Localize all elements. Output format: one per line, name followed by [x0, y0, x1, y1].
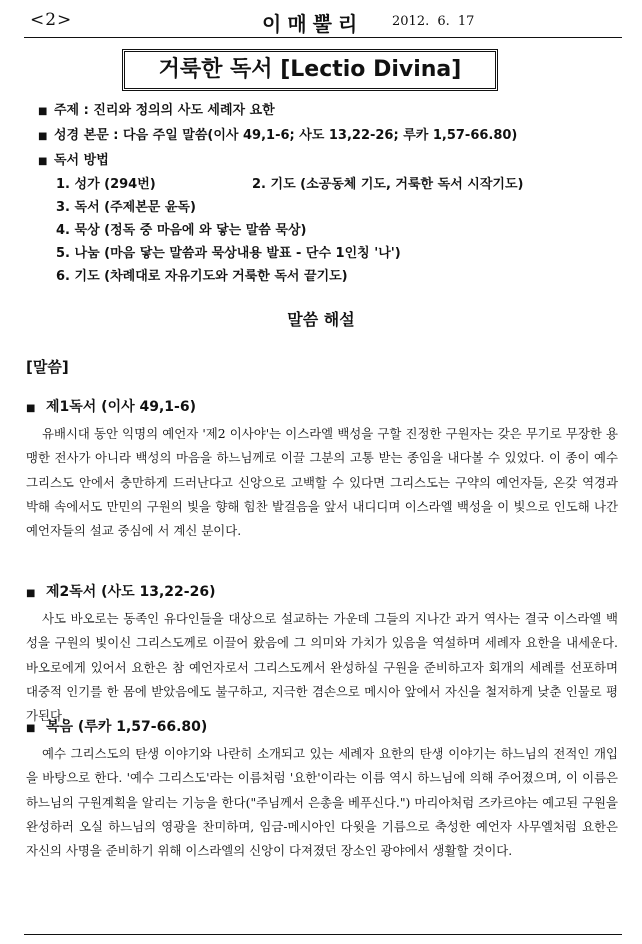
- publication-name: 이매뿔리: [262, 12, 364, 36]
- step-item: 1. 성가 (294번): [56, 177, 156, 192]
- step-item: 4. 묵상 (정독 중 마음에 와 닿는 말씀 묵상): [56, 223, 307, 238]
- publication-date: 2012. 6. 17: [392, 14, 475, 29]
- method-row: [38, 148, 628, 173]
- reading-heading-text: 제2독서 (사도 13,22-26): [46, 584, 216, 600]
- scripture-row: [38, 123, 628, 148]
- section-title: 말씀 해설: [287, 310, 355, 329]
- step-item: 2. 기도 (소공동체 기도, 거룩한 독서 시작기도): [252, 177, 524, 192]
- footer-divider: [24, 934, 622, 935]
- step-item: 6. 기도 (차례대로 자유기도와 거룩한 독서 끝기도): [56, 269, 348, 284]
- reading-first: [26, 396, 618, 543]
- reading-text: 사도 바오로는 동족인 유다인들을 대상으로 설교하는 가운데 그들의 지나간 과거 역사는 결국 이스라엘 백성을 구원의 빛이신 그리스도께로 이끌어 왔음에 그 의미와 가치가 있음을 역설하며 세례자 요한을 내세운다. 바오로에게 있어서 요한은 참 예언자로서 그리스도께서 완성하실 구원을 준비하고자 회개의 세례를 선포하며 대중적 인기를 한 몸에 받았음에도 불구하고, 지극한 겸손으로 메시아 앞에서 자신을 철저하게 낮춘 인물로 평가된다.: [26, 611, 618, 724]
- scripture-text: 성경 본문 : 다음 주일 말씀(이사 49,1-6; 사도 13,22-26; 루카 1,57-66.80): [54, 128, 518, 143]
- square-bullet-icon: ■: [26, 403, 36, 414]
- square-bullet-icon: ■: [26, 588, 36, 599]
- reading-text: 예수 그리스도의 탄생 이야기와 나란히 소개되고 있는 세례자 요한의 탄생 이야기는 하느님의 전적인 개입을 바탕으로 한다. '예수 그리스도'라는 이름처럼 '요한'이라는 이름 역시 하느님에 의해 주어졌으며, 이 이름은 하느님의 구원계획을 알리는 기능을 한다("주님께서 은총을 베푸신다.") 마리아처럼 즈카르야는 예고된 구원을 완성하러 오실 하느님의 영광을 찬미하며, 임금-메시아인 다윗을 기름으로 축성한 예언자 사무엘처럼 요한은 자신의 사명을 준비하기 위해 이스라엘의 신앙이 다져졌던 장소인 광야에서 생활할 것이다.: [26, 746, 618, 859]
- page-number: <2>: [30, 10, 73, 30]
- step-item: 5. 나눔 (마음 닿는 말씀과 묵상내용 발표 - 단수 1인칭 '나'): [56, 246, 401, 261]
- reading-text: 유배시대 동안 익명의 예언자 '제2 이사야'는 이스라엘 백성을 구할 진정한 구원자는 갖은 무기로 무장한 용맹한 전사가 아니라 백성의 마음을 하느님께로 이끌 그분의 고통 받는 종임을 내다볼 수 있었다. 이 종이 예수 그리스도 안에서 충만하게 드러난다고 신앙으로 고백할 수 있다면 그리스도는 구약의 예언자들, 온갖 역경과 박해 속에서도 만민의 구원의 빛을 향해 힘찬 발걸음을 앞서 내디디며 이스라엘 백성을 이 빛으로 인도해 나간 예언자들의 설교 중심에 서 계신 분이다.: [26, 426, 618, 539]
- theme-row: [38, 98, 628, 123]
- header-divider: [24, 37, 622, 38]
- steps-row-1: [56, 173, 628, 196]
- square-bullet-icon: ■: [26, 723, 36, 734]
- page-header: [24, 10, 622, 36]
- theme-text: 주제 : 진리와 정의의 사도 세례자 요한: [54, 103, 275, 118]
- method-label: 독서 방법: [54, 153, 109, 168]
- info-block: [38, 98, 628, 288]
- reading-gospel: [26, 716, 618, 863]
- step-item: 3. 독서 (주제본문 윤독): [56, 200, 196, 215]
- reading-heading-text: 제1독서 (이사 49,1-6): [46, 399, 196, 415]
- page-title: 거룩한 독서 [Lectio Divina]: [122, 49, 498, 91]
- reading-heading: [26, 716, 618, 736]
- reading-heading: [26, 396, 618, 416]
- reading-heading: [26, 581, 618, 601]
- reading-second: [26, 581, 618, 728]
- method-steps: [56, 173, 628, 288]
- reading-heading-text: 복음 (루카 1,57-66.80): [46, 719, 208, 735]
- square-bullet-icon: ■: [38, 106, 48, 117]
- word-label: [말씀]: [26, 358, 69, 376]
- square-bullet-icon: ■: [38, 156, 48, 167]
- square-bullet-icon: ■: [38, 131, 48, 142]
